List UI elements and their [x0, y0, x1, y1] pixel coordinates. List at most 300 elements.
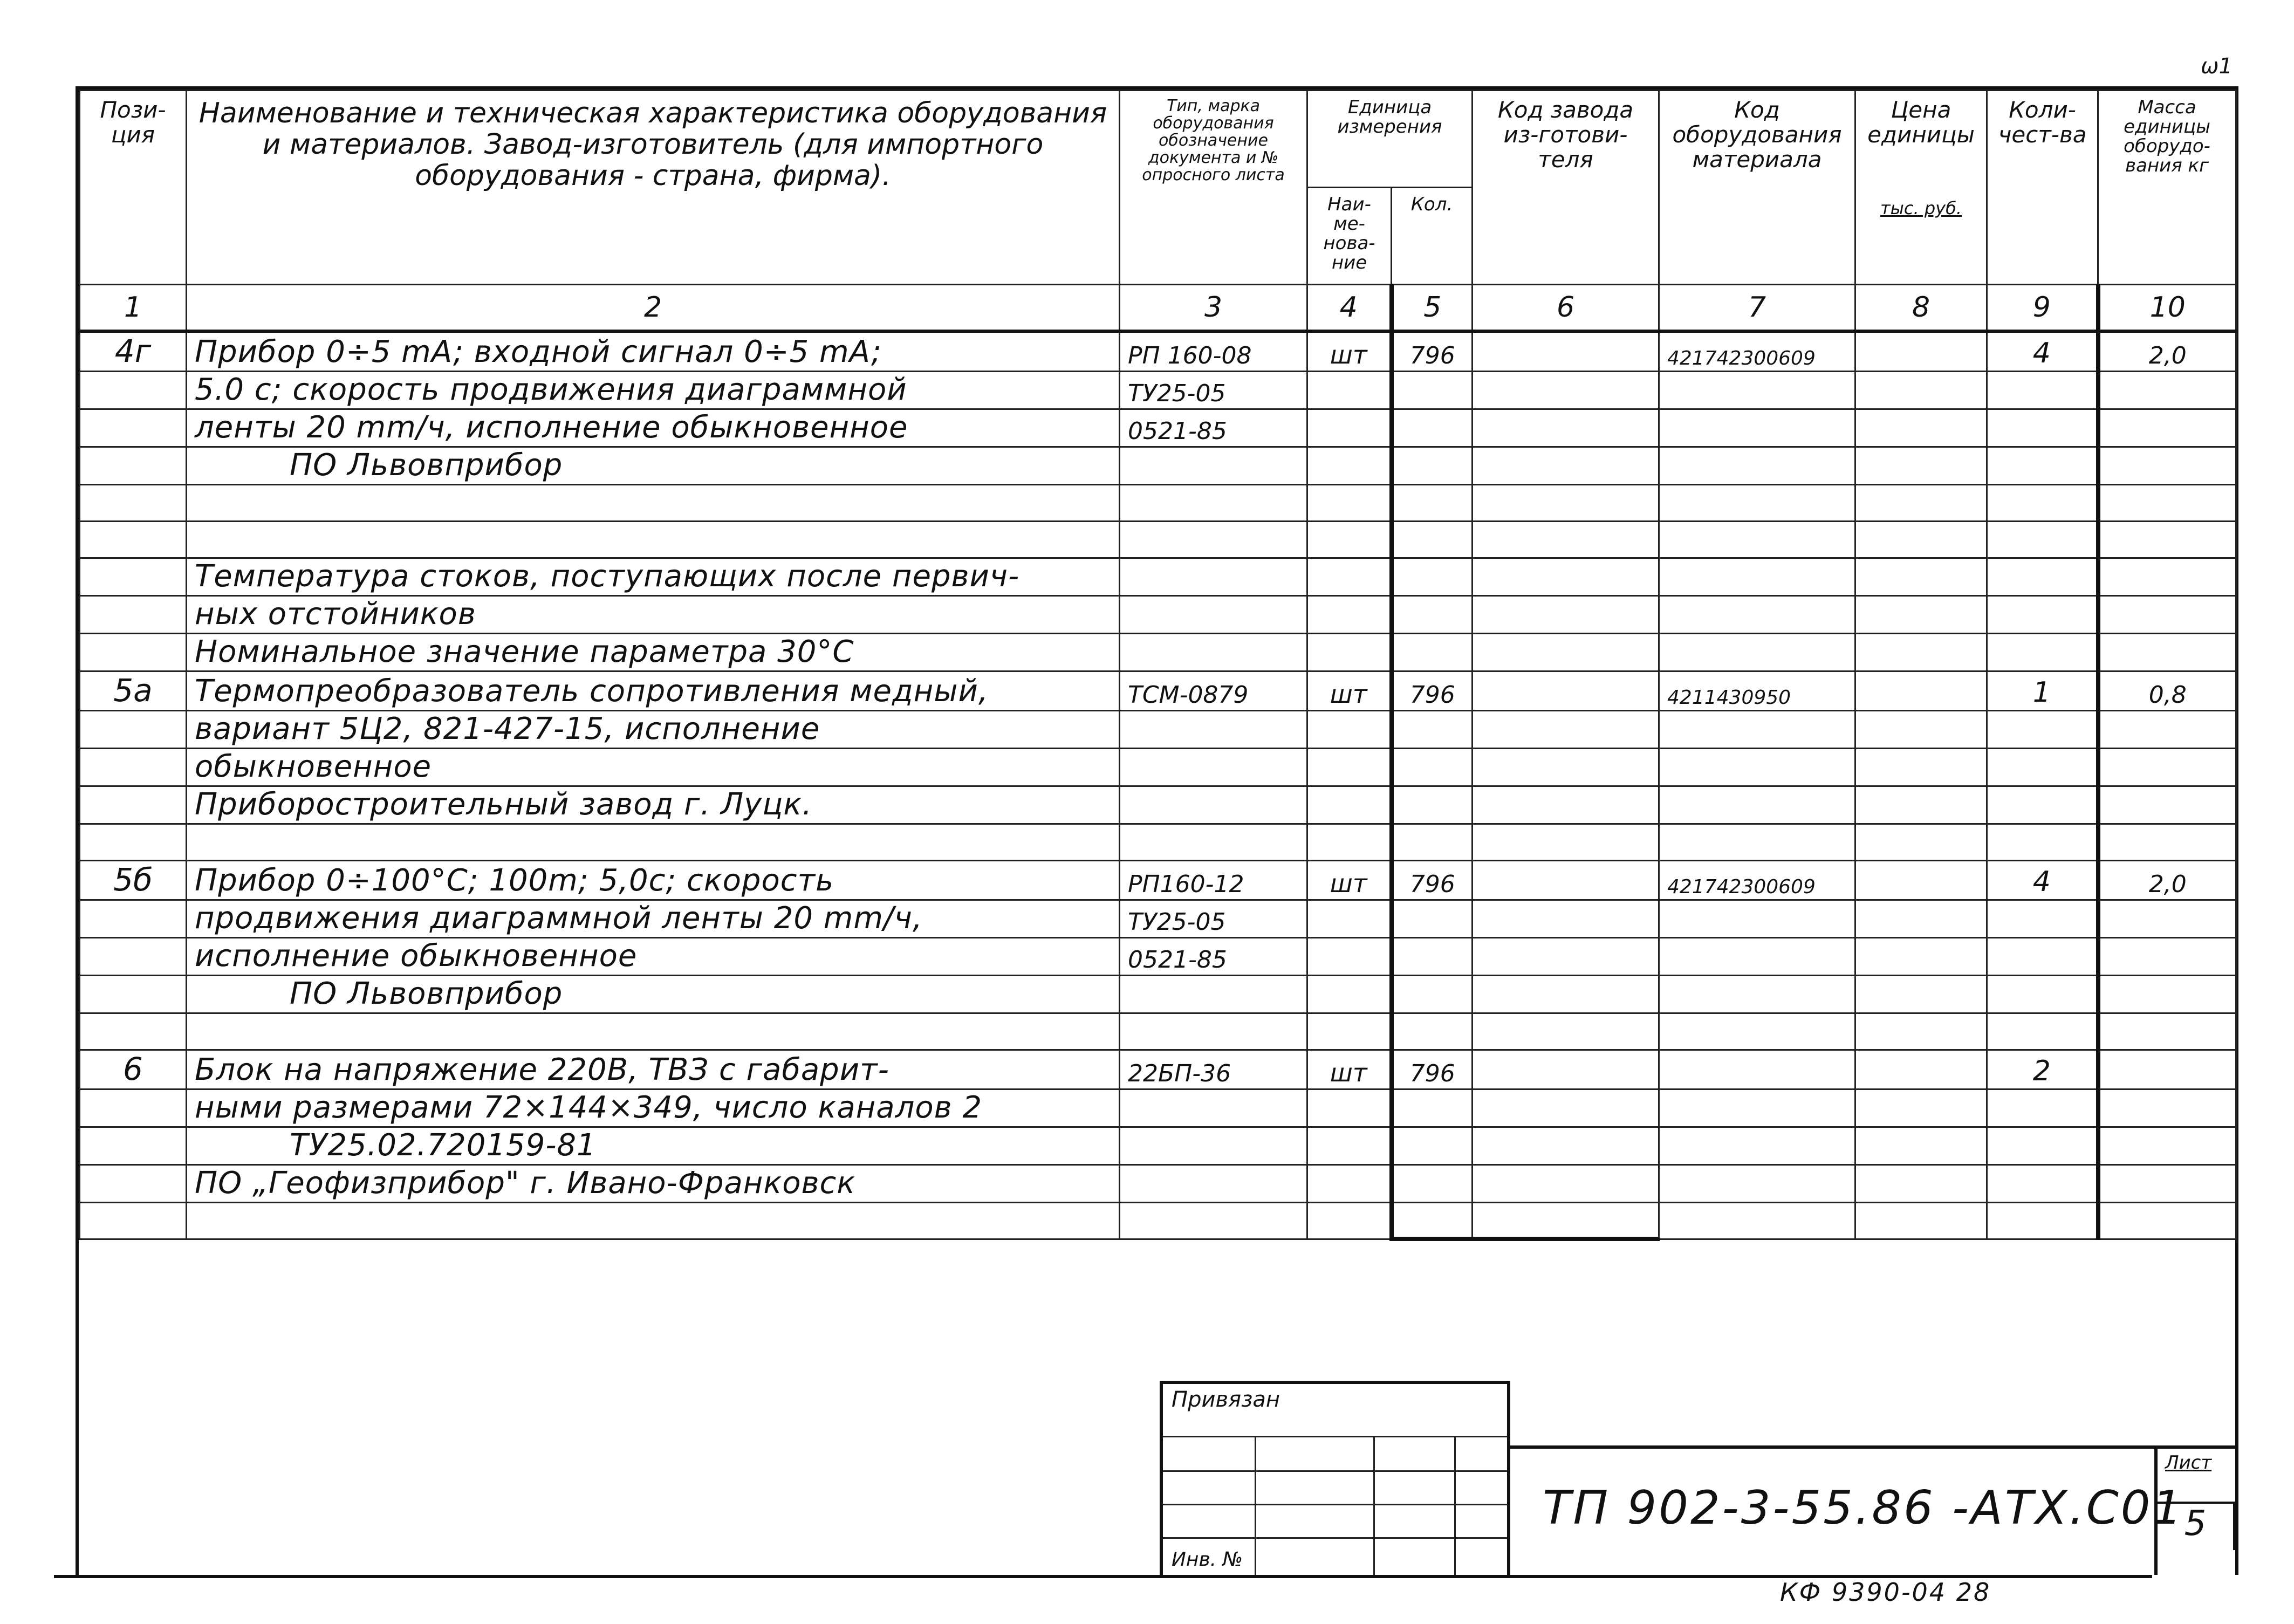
table-row	[80, 824, 2236, 860]
col-header-unit-code: Кол.	[1392, 188, 1473, 285]
cell-maker-code	[1473, 521, 1659, 558]
cell-mass	[2098, 900, 2236, 937]
col-number: 3	[1120, 285, 1307, 331]
cell-unit-code	[1392, 937, 1473, 975]
cell-quantity: 2	[1987, 1050, 2098, 1089]
cell-unit	[1307, 1089, 1392, 1127]
cell-maker-code	[1473, 1050, 1659, 1089]
sheet-box	[2154, 1449, 2235, 1575]
col-header-name: Наименование и техническая характеристика оборудования и материалов. Завод-изготовитель (для импортного оборудования - страна, фирма).	[187, 91, 1120, 285]
cell-maker-code	[1473, 331, 1659, 372]
cell-position	[80, 633, 187, 671]
cell-quantity	[1987, 1164, 2098, 1202]
cell-position	[80, 975, 187, 1013]
cell-price	[1855, 975, 1987, 1013]
footer-code: КФ 9390-04 28	[1780, 1578, 1991, 1607]
cell-price	[1855, 860, 1987, 900]
cell-maker-code	[1473, 447, 1659, 484]
cell-price	[1855, 671, 1987, 710]
cell-unit	[1307, 595, 1392, 633]
specification-body	[80, 331, 2236, 1239]
cell-name: Прибор 0÷5 mA; входной сигнал 0÷5 mA;	[187, 331, 1120, 372]
cell-price	[1855, 447, 1987, 484]
cell-unit-code	[1392, 1089, 1473, 1127]
col-header-maker-code: Код завода из-готови-теля	[1473, 91, 1659, 285]
cell-mass	[2098, 1050, 2236, 1089]
cell-mass: 0,8	[2098, 671, 2236, 710]
cell-unit	[1307, 1013, 1392, 1050]
cell-position	[80, 824, 187, 860]
cell-quantity	[1987, 409, 2098, 447]
cell-position	[80, 1013, 187, 1050]
cell-unit	[1307, 937, 1392, 975]
cell-price	[1855, 409, 1987, 447]
cell-material-code	[1659, 1127, 1855, 1164]
cell-maker-code	[1473, 595, 1659, 633]
cell-price	[1855, 824, 1987, 860]
cell-type	[1120, 748, 1307, 786]
cell-price	[1855, 900, 1987, 937]
table-row	[80, 900, 2236, 937]
table-row	[80, 1164, 2236, 1202]
stamp-rule	[1255, 1436, 1256, 1575]
cell-unit	[1307, 710, 1392, 748]
cell-maker-code	[1473, 900, 1659, 937]
cell-maker-code	[1473, 1164, 1659, 1202]
cell-type: РП 160-08	[1120, 331, 1307, 372]
table-row	[80, 595, 2236, 633]
cell-price	[1855, 331, 1987, 372]
cell-mass	[2098, 937, 2236, 975]
cell-type	[1120, 1202, 1307, 1239]
cell-name: обыкновенное	[187, 748, 1120, 786]
cell-unit	[1307, 824, 1392, 860]
cell-position	[80, 900, 187, 937]
cell-type: ТУ25-05	[1120, 371, 1307, 409]
cell-name: Приборостроительный завод г. Луцк.	[187, 786, 1120, 824]
cell-type	[1120, 786, 1307, 824]
col-number: 4	[1307, 285, 1392, 331]
cell-position	[80, 748, 187, 786]
cell-material-code	[1659, 633, 1855, 671]
cell-type: ТСМ-0879	[1120, 671, 1307, 710]
cell-mass	[2098, 521, 2236, 558]
cell-name: Термопреобразователь сопротивления медный,	[187, 671, 1120, 710]
cell-quantity	[1987, 937, 2098, 975]
cell-type	[1120, 558, 1307, 595]
cell-unit-code	[1392, 1164, 1473, 1202]
col-header-price-label: Цена единицы	[1867, 97, 1975, 148]
cell-unit-code	[1392, 484, 1473, 521]
table-row	[80, 1127, 2236, 1164]
cell-name: Номинальное значение параметра 30°С	[187, 633, 1120, 671]
cell-unit	[1307, 1164, 1392, 1202]
table-row	[80, 860, 2236, 900]
table-row	[80, 1089, 2236, 1127]
cell-name	[187, 521, 1120, 558]
cell-position	[80, 371, 187, 409]
cell-type	[1120, 824, 1307, 860]
cell-quantity: 4	[1987, 331, 2098, 372]
cell-name: Прибор 0÷100°С; 100m; 5,0с; скорость	[187, 860, 1120, 900]
cell-name: ленты 20 mm/ч, исполнение обыкновенное	[187, 409, 1120, 447]
col-header-qty: Коли-чест-ва	[1987, 91, 2098, 285]
cell-position	[80, 937, 187, 975]
cell-type	[1120, 595, 1307, 633]
cell-name: вариант 5Ц2, 821-427-15, исполнение	[187, 710, 1120, 748]
cell-name: 5.0 с; скорость продвижения диаграммной	[187, 371, 1120, 409]
cell-unit	[1307, 748, 1392, 786]
cell-maker-code	[1473, 671, 1659, 710]
cell-material-code	[1659, 409, 1855, 447]
cell-price	[1855, 558, 1987, 595]
cell-unit-code	[1392, 900, 1473, 937]
table-row	[80, 409, 2236, 447]
cell-mass	[2098, 748, 2236, 786]
col-header-mat-code: Код оборудования материала	[1659, 91, 1855, 285]
cell-unit-code: 796	[1392, 331, 1473, 372]
cell-unit-code	[1392, 521, 1473, 558]
table-row	[80, 937, 2236, 975]
cell-unit-code: 796	[1392, 1050, 1473, 1089]
cell-type	[1120, 710, 1307, 748]
cell-mass	[2098, 595, 2236, 633]
cell-unit-code	[1392, 1013, 1473, 1050]
cell-material-code: 4211430950	[1659, 671, 1855, 710]
cell-unit-code	[1392, 595, 1473, 633]
cell-quantity	[1987, 748, 2098, 786]
cell-name: ными размерами 72×144×349, число каналов 2	[187, 1089, 1120, 1127]
cell-position	[80, 1127, 187, 1164]
cell-unit	[1307, 1202, 1392, 1239]
cell-name: Блок на напряжение 220В, ТВЗ с габарит-	[187, 1050, 1120, 1089]
cell-price	[1855, 786, 1987, 824]
cell-material-code	[1659, 595, 1855, 633]
col-header-unit-name: Наи-ме-нова-ние	[1307, 188, 1392, 285]
cell-maker-code	[1473, 1127, 1659, 1164]
cell-mass	[2098, 1013, 2236, 1050]
inventory-label: Инв. №	[1172, 1548, 1243, 1571]
cell-unit	[1307, 409, 1392, 447]
cell-unit-code	[1392, 824, 1473, 860]
cell-unit	[1307, 1127, 1392, 1164]
cell-unit-code	[1392, 447, 1473, 484]
cell-position	[80, 595, 187, 633]
cell-price	[1855, 371, 1987, 409]
cell-material-code: 421742300609	[1659, 860, 1855, 900]
cell-unit: шт	[1307, 331, 1392, 372]
table-row	[80, 633, 2236, 671]
cell-maker-code	[1473, 975, 1659, 1013]
cell-position	[80, 521, 187, 558]
cell-unit-code	[1392, 710, 1473, 748]
col-number: 10	[2098, 285, 2236, 331]
cell-unit-code	[1392, 975, 1473, 1013]
cell-price	[1855, 521, 1987, 558]
col-header-type: Тип, марка оборудования обозначение документа и № опросного листа	[1120, 91, 1307, 285]
col-number: 1	[80, 285, 187, 331]
cell-price	[1855, 1013, 1987, 1050]
cell-name: исполнение обыкновенное	[187, 937, 1120, 975]
table-row	[80, 748, 2236, 786]
cell-unit-code: 796	[1392, 671, 1473, 710]
cell-unit	[1307, 786, 1392, 824]
cell-type	[1120, 975, 1307, 1013]
stamp-rule	[1373, 1436, 1375, 1575]
cell-quantity	[1987, 1013, 2098, 1050]
table-row	[80, 1202, 2236, 1239]
cell-type: ТУ25-05	[1120, 900, 1307, 937]
cell-quantity	[1987, 710, 2098, 748]
cell-position	[80, 409, 187, 447]
cell-quantity	[1987, 1089, 2098, 1127]
cell-position	[80, 1202, 187, 1239]
cell-maker-code	[1473, 633, 1659, 671]
cell-material-code	[1659, 1202, 1855, 1239]
cell-position: 6	[80, 1050, 187, 1089]
cell-mass	[2098, 371, 2236, 409]
table-row	[80, 1050, 2236, 1089]
cell-name	[187, 824, 1120, 860]
cell-material-code	[1659, 975, 1855, 1013]
cell-maker-code	[1473, 409, 1659, 447]
cell-unit	[1307, 633, 1392, 671]
cell-type	[1120, 447, 1307, 484]
table-row	[80, 521, 2236, 558]
cell-name: ПО „Геофизприбор" г. Ивано-Франковск	[187, 1164, 1120, 1202]
cell-unit	[1307, 900, 1392, 937]
cell-type	[1120, 1127, 1307, 1164]
cell-price	[1855, 710, 1987, 748]
cell-maker-code	[1473, 484, 1659, 521]
cell-name	[187, 1202, 1120, 1239]
cell-maker-code	[1473, 824, 1659, 860]
cell-unit-code	[1392, 558, 1473, 595]
cell-price	[1855, 748, 1987, 786]
cell-type	[1120, 1013, 1307, 1050]
cell-price	[1855, 595, 1987, 633]
cell-position	[80, 447, 187, 484]
title-block	[1510, 1445, 2238, 1575]
cell-name: ТУ25.02.720159-81	[187, 1127, 1120, 1164]
cell-unit-code	[1392, 633, 1473, 671]
cell-unit	[1307, 975, 1392, 1013]
cell-position	[80, 1164, 187, 1202]
cell-maker-code	[1473, 860, 1659, 900]
cell-mass: 2,0	[2098, 331, 2236, 372]
cell-type	[1120, 484, 1307, 521]
cell-quantity	[1987, 633, 2098, 671]
cell-type: 0521-85	[1120, 937, 1307, 975]
specification-table	[79, 90, 2237, 1241]
cell-material-code	[1659, 1050, 1855, 1089]
cell-material-code	[1659, 900, 1855, 937]
cell-quantity: 4	[1987, 860, 2098, 900]
cell-type	[1120, 1164, 1307, 1202]
cell-price	[1855, 937, 1987, 975]
cell-quantity	[1987, 521, 2098, 558]
cell-material-code	[1659, 937, 1855, 975]
cell-material-code	[1659, 710, 1855, 748]
cell-unit	[1307, 484, 1392, 521]
col-number: 5	[1392, 285, 1473, 331]
cell-material-code	[1659, 748, 1855, 786]
table-row	[80, 371, 2236, 409]
cell-unit	[1307, 447, 1392, 484]
cell-mass	[2098, 484, 2236, 521]
cell-mass	[2098, 786, 2236, 824]
table-row	[80, 484, 2236, 521]
cell-material-code	[1659, 1013, 1855, 1050]
cell-position	[80, 710, 187, 748]
cell-unit-code: 796	[1392, 860, 1473, 900]
cell-quantity	[1987, 1202, 2098, 1239]
cell-quantity	[1987, 558, 2098, 595]
cell-type	[1120, 633, 1307, 671]
cell-quantity	[1987, 1127, 2098, 1164]
cell-type: РП160-12	[1120, 860, 1307, 900]
table-row	[80, 331, 2236, 372]
cell-material-code: 421742300609	[1659, 331, 1855, 372]
cell-type	[1120, 521, 1307, 558]
table-row	[80, 710, 2236, 748]
cell-type: 0521-85	[1120, 409, 1307, 447]
cell-maker-code	[1473, 371, 1659, 409]
cell-name: ПО Львовприбор	[187, 447, 1120, 484]
cell-mass	[2098, 1164, 2236, 1202]
cell-position	[80, 786, 187, 824]
cell-material-code	[1659, 484, 1855, 521]
cell-maker-code	[1473, 937, 1659, 975]
cell-position: 5а	[80, 671, 187, 710]
cell-unit-code	[1392, 786, 1473, 824]
cell-maker-code	[1473, 1013, 1659, 1050]
cell-mass	[2098, 1202, 2236, 1239]
document-code: ТП 902-3-55.86 -АТХ.С01	[1543, 1481, 2185, 1535]
cell-mass: 2,0	[2098, 860, 2236, 900]
cell-price	[1855, 1164, 1987, 1202]
cell-maker-code	[1473, 710, 1659, 748]
cell-material-code	[1659, 1164, 1855, 1202]
cell-name	[187, 1013, 1120, 1050]
cell-quantity	[1987, 371, 2098, 409]
cell-material-code	[1659, 786, 1855, 824]
table-row	[80, 786, 2236, 824]
cell-unit: шт	[1307, 671, 1392, 710]
cell-quantity	[1987, 824, 2098, 860]
cell-unit	[1307, 521, 1392, 558]
cell-name: ных отстойников	[187, 595, 1120, 633]
cell-material-code	[1659, 447, 1855, 484]
cell-unit-code	[1392, 409, 1473, 447]
cell-position	[80, 558, 187, 595]
cell-mass	[2098, 1089, 2236, 1127]
cell-mass	[2098, 633, 2236, 671]
cell-quantity	[1987, 975, 2098, 1013]
table-row	[80, 558, 2236, 595]
cell-price	[1855, 1202, 1987, 1239]
cell-maker-code	[1473, 786, 1659, 824]
cell-type	[1120, 1089, 1307, 1127]
table-row	[80, 1013, 2236, 1050]
corner-mark: ω1	[2201, 54, 2233, 79]
cell-name: ПО Львовприбор	[187, 975, 1120, 1013]
table-row	[80, 671, 2236, 710]
cell-mass	[2098, 558, 2236, 595]
cell-price	[1855, 1050, 1987, 1089]
cell-position	[80, 484, 187, 521]
cell-position: 4г	[80, 331, 187, 372]
cell-unit-code	[1392, 1127, 1473, 1164]
cell-mass	[2098, 447, 2236, 484]
cell-name: продвижения диаграммной ленты 20 mm/ч,	[187, 900, 1120, 937]
cell-material-code	[1659, 558, 1855, 595]
cell-quantity	[1987, 484, 2098, 521]
cell-price	[1855, 1089, 1987, 1127]
cell-price	[1855, 484, 1987, 521]
column-number-row	[80, 285, 2236, 331]
cell-material-code	[1659, 824, 1855, 860]
col-number: 2	[187, 285, 1120, 331]
cell-maker-code	[1473, 558, 1659, 595]
cell-price	[1855, 633, 1987, 671]
table-row	[80, 447, 2236, 484]
cell-maker-code	[1473, 1089, 1659, 1127]
col-header-price	[1855, 91, 1987, 285]
col-number: 9	[1987, 285, 2098, 331]
cell-quantity: 1	[1987, 671, 2098, 710]
sheet-label: Лист	[2165, 1452, 2212, 1474]
cell-mass	[2098, 1127, 2236, 1164]
cell-unit-code	[1392, 371, 1473, 409]
cell-price	[1855, 1127, 1987, 1164]
cell-position: 5б	[80, 860, 187, 900]
cell-quantity	[1987, 900, 2098, 937]
cell-unit-code	[1392, 1202, 1473, 1239]
cell-unit-code	[1392, 748, 1473, 786]
cell-mass	[2098, 975, 2236, 1013]
cell-name: Температура стоков, поступающих после первич-	[187, 558, 1120, 595]
stamp-rule	[1454, 1436, 1456, 1575]
cell-material-code	[1659, 371, 1855, 409]
col-header-unit-group: Единица измерения	[1307, 91, 1473, 188]
cell-quantity	[1987, 786, 2098, 824]
col-number: 6	[1473, 285, 1659, 331]
stamp-label: Привязан	[1172, 1387, 1280, 1412]
cell-mass	[2098, 824, 2236, 860]
binding-stamp	[1160, 1381, 1510, 1575]
col-header-mass: Масса единицы оборудо-вания кг	[2098, 91, 2236, 285]
col-header-pos: Пози-ция	[80, 91, 187, 285]
cell-type: 22БП-36	[1120, 1050, 1307, 1089]
cell-maker-code	[1473, 1202, 1659, 1239]
cell-material-code	[1659, 521, 1855, 558]
cell-name	[187, 484, 1120, 521]
cell-unit: шт	[1307, 1050, 1392, 1089]
sheet-number: 5	[2158, 1502, 2235, 1550]
cell-quantity	[1987, 595, 2098, 633]
cell-mass	[2098, 409, 2236, 447]
col-number: 7	[1659, 285, 1855, 331]
cell-material-code	[1659, 1089, 1855, 1127]
cell-unit: шт	[1307, 860, 1392, 900]
cell-maker-code	[1473, 748, 1659, 786]
col-number: 8	[1855, 285, 1987, 331]
cell-mass	[2098, 710, 2236, 748]
cell-position	[80, 1089, 187, 1127]
cell-unit	[1307, 371, 1392, 409]
cell-quantity	[1987, 447, 2098, 484]
